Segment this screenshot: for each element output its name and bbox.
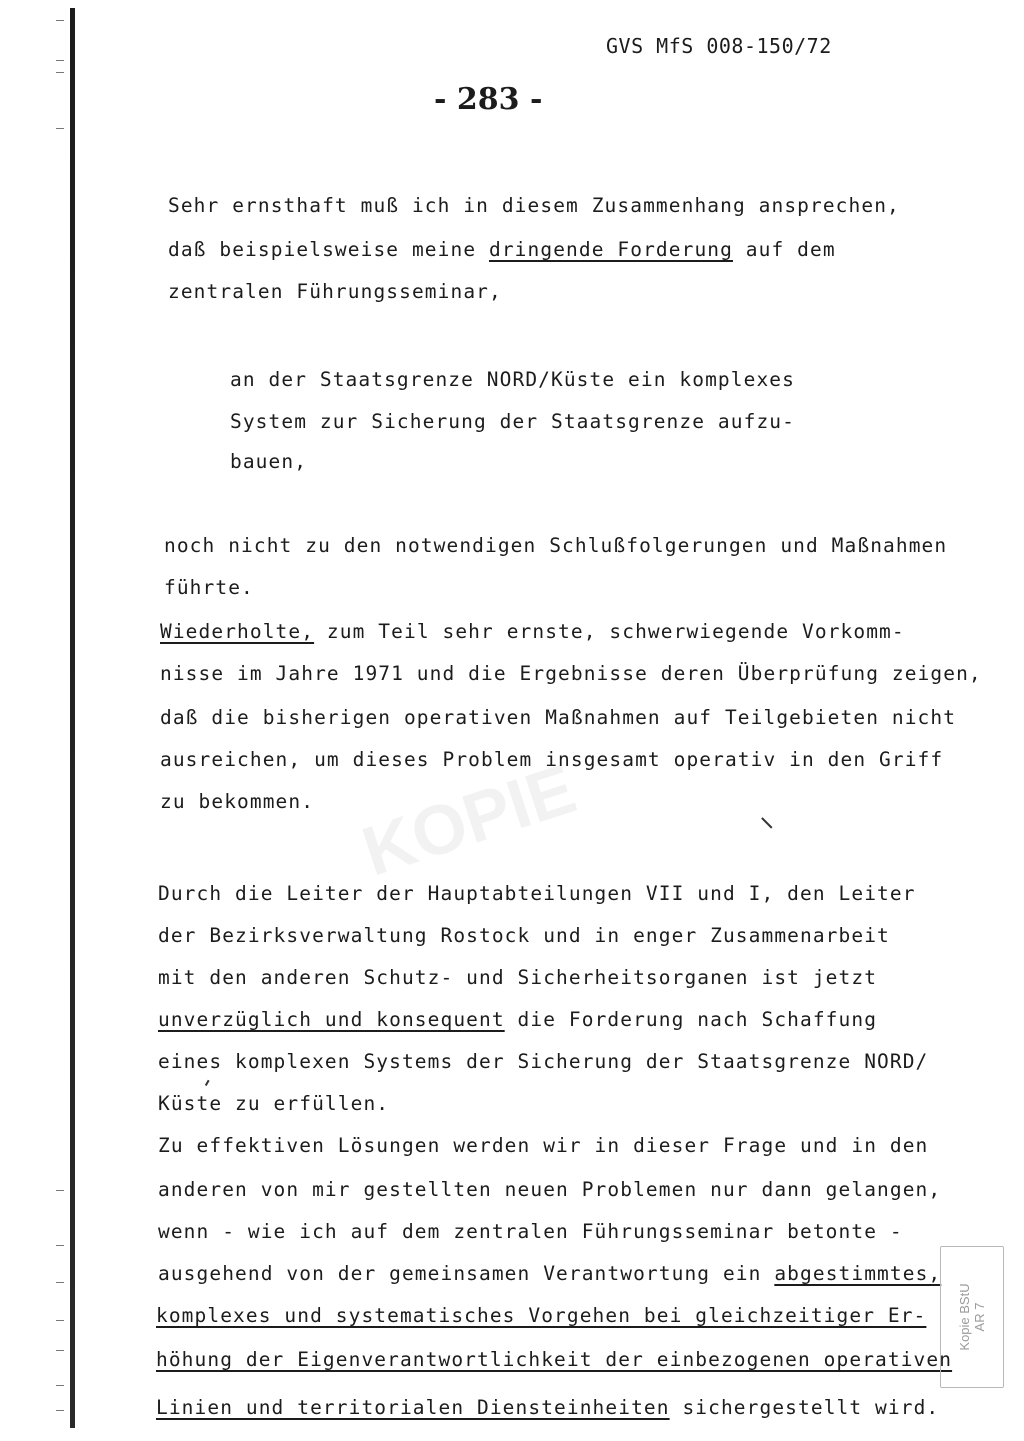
margin-mark bbox=[56, 1385, 64, 1386]
text-line bbox=[158, 1008, 877, 1031]
text-line bbox=[230, 368, 795, 391]
text-line bbox=[168, 194, 900, 217]
text-segment: ausreichen, um dieses Problem insgesamt operativ in den Griff bbox=[160, 748, 944, 771]
text-line bbox=[160, 662, 982, 685]
text-line bbox=[158, 1220, 903, 1243]
text-segment: Küste zu erfüllen. bbox=[158, 1092, 390, 1115]
text-line bbox=[156, 1304, 926, 1327]
text-segment: wenn - wie ich auf dem zentralen Führungsseminar betonte - bbox=[158, 1220, 903, 1243]
archive-stamp-line-1: Kopie BStU bbox=[957, 1283, 972, 1351]
stray-mark-accent bbox=[205, 1080, 209, 1086]
left-margin-binding-line bbox=[70, 8, 75, 1428]
text-line bbox=[160, 706, 956, 729]
underlined-text: Linien und territorialen Diensteinheiten bbox=[156, 1396, 670, 1419]
margin-mark bbox=[56, 1190, 64, 1191]
archive-stamp-line-2: AR 7 bbox=[972, 1302, 987, 1332]
text-line bbox=[230, 410, 795, 433]
text-line bbox=[164, 534, 947, 557]
text-segment: nisse im Jahre 1971 und die Ergebnisse deren Überprüfung zeigen, bbox=[160, 662, 982, 685]
text-segment: auf dem bbox=[732, 238, 836, 261]
text-segment: führte. bbox=[164, 576, 254, 599]
margin-mark bbox=[56, 1245, 64, 1246]
underlined-text: abgestimmtes, bbox=[774, 1262, 942, 1285]
margin-mark bbox=[56, 1350, 64, 1351]
text-line bbox=[158, 1134, 928, 1157]
underlined-text: dringende Forderung bbox=[489, 238, 733, 261]
text-line bbox=[158, 966, 877, 989]
text-line bbox=[160, 620, 905, 643]
underlined-text: komplexes und systematisches Vorgehen bei gleichzeitiger Er- bbox=[156, 1304, 927, 1327]
text-segment: Zu effektiven Lösungen werden wir in dieser Frage und in den bbox=[158, 1134, 929, 1157]
text-segment: an der Staatsgrenze NORD/Küste ein komplexes bbox=[230, 368, 795, 391]
margin-mark bbox=[56, 1410, 64, 1411]
margin-mark bbox=[56, 128, 64, 129]
text-line bbox=[156, 1348, 952, 1371]
text-segment: mit den anderen Schutz- und Sicherheitsorganen ist jetzt bbox=[158, 966, 878, 989]
text-segment: anderen von mir gestellten neuen Problemen nur dann gelangen, bbox=[158, 1178, 942, 1201]
margin-mark bbox=[56, 1282, 64, 1283]
margin-mark bbox=[56, 60, 64, 61]
copy-watermark: KOPIE bbox=[353, 749, 585, 891]
text-segment: noch nicht zu den notwendigen Schlußfolgerungen und Maßnahmen bbox=[164, 534, 948, 557]
text-line bbox=[160, 748, 943, 771]
text-segment: zentralen Führungsseminar, bbox=[168, 280, 502, 303]
underlined-text: höhung der Eigenverantwortlichkeit der einbezogenen operativen bbox=[156, 1348, 953, 1371]
text-line bbox=[158, 924, 890, 947]
text-line bbox=[230, 450, 307, 473]
text-segment: eines komplexen Systems der Sicherung der Staatsgrenze NORD/ bbox=[158, 1050, 929, 1073]
text-line bbox=[158, 1050, 928, 1073]
text-line bbox=[158, 1262, 941, 1285]
text-segment: sichergestellt wird. bbox=[669, 1396, 940, 1419]
text-line bbox=[160, 790, 314, 813]
text-segment: bauen, bbox=[230, 450, 308, 473]
archive-stamp bbox=[940, 1246, 1004, 1388]
text-line bbox=[158, 1178, 941, 1201]
document-reference-code: GVS MfS 008-150/72 bbox=[606, 34, 832, 58]
margin-mark bbox=[56, 20, 64, 21]
archive-stamp-text bbox=[957, 1283, 987, 1350]
text-line bbox=[168, 238, 836, 261]
text-segment: ausgehend von der gemeinsamen Verantwortung ein bbox=[158, 1262, 775, 1285]
text-segment: der Bezirksverwaltung Rostock und in enger Zusammenarbeit bbox=[158, 924, 890, 947]
text-segment: zu bekommen. bbox=[160, 790, 315, 813]
text-segment: zum Teil sehr ernste, schwerwiegende Vorkomm- bbox=[314, 620, 905, 643]
text-segment: die Forderung nach Schaffung bbox=[504, 1008, 878, 1031]
underlined-text: unverzüglich und konsequent bbox=[158, 1008, 505, 1031]
text-segment: System zur Sicherung der Staatsgrenze aufzu- bbox=[230, 410, 795, 433]
text-segment: daß die bisherigen operativen Maßnahmen auf Teilgebieten nicht bbox=[160, 706, 957, 729]
stray-mark bbox=[762, 817, 773, 828]
margin-scan-marks bbox=[56, 20, 68, 1420]
text-segment: daß beispielsweise meine bbox=[168, 238, 489, 261]
text-line bbox=[168, 280, 502, 303]
text-segment: Sehr ernsthaft muß ich in diesem Zusammenhang ansprechen, bbox=[168, 194, 900, 217]
text-segment: Durch die Leiter der Hauptabteilungen VII und I, den Leiter bbox=[158, 882, 916, 905]
text-line bbox=[158, 882, 916, 905]
underlined-text: Wiederholte, bbox=[160, 620, 315, 643]
margin-mark bbox=[56, 72, 64, 73]
text-line bbox=[164, 576, 254, 599]
text-line bbox=[158, 1092, 389, 1115]
margin-mark bbox=[56, 1320, 64, 1321]
page-number: - 283 - bbox=[434, 82, 543, 117]
text-line bbox=[156, 1396, 939, 1419]
